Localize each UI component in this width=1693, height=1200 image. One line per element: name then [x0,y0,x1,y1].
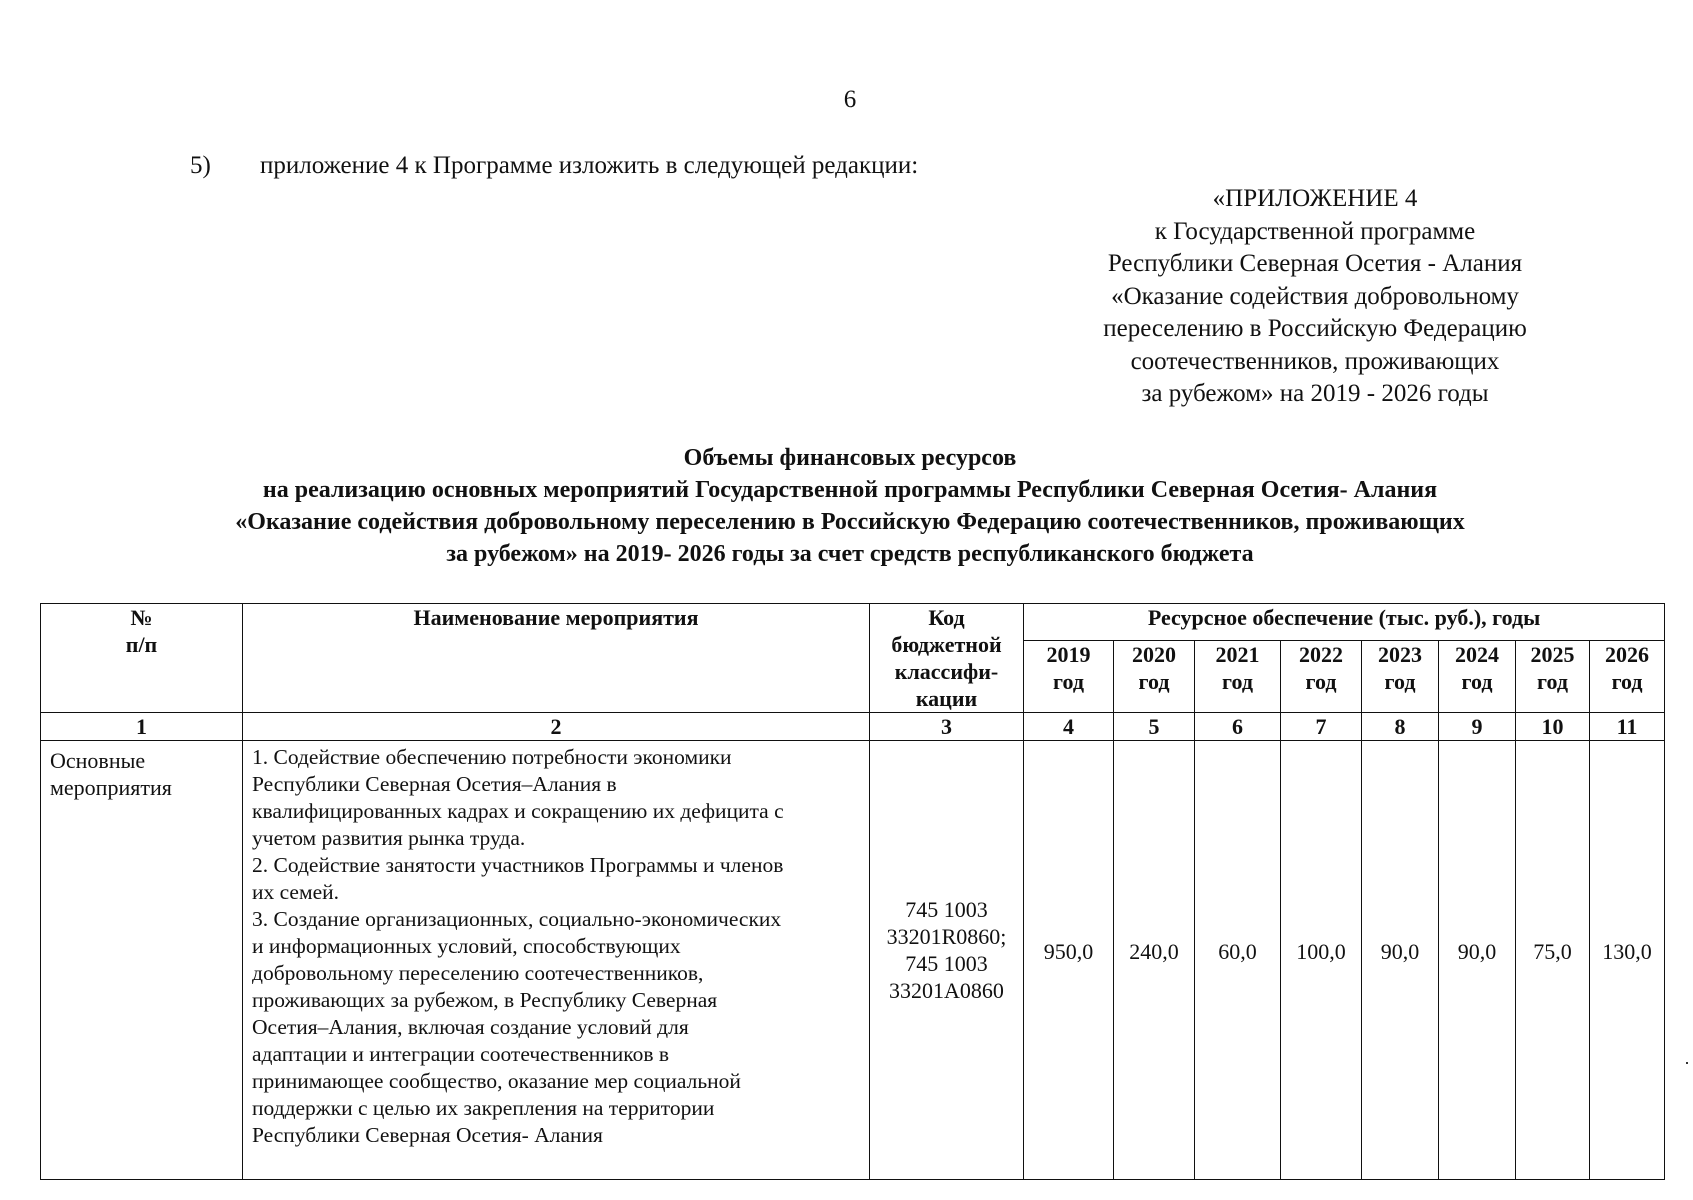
year-suffix: год [1053,668,1084,694]
page-number: 6 [843,86,857,113]
header-year [1516,640,1590,712]
activity-line: Республики Северная Осетия–Алания в [252,772,617,796]
activity-line: и информационных условий, способствующих [252,934,681,958]
code-line: 33201R0860; [886,924,1007,949]
header-num [41,604,243,713]
activity-line: 1. Содействие обеспечению потребности экономики [252,745,732,769]
column-number: 4 [1024,713,1114,741]
header-num-abbrev: п/п [125,632,158,657]
activity-line: поддержки с целью их закрепления на территории [252,1096,715,1120]
header-code-line: Код [928,605,965,630]
appendix-header [1025,183,1605,411]
value-2021: 60,0 [1195,741,1281,1180]
header-year [1590,640,1665,712]
appendix-line: за рубежом» на 2019 - 2026 годы [1141,380,1489,407]
column-number: 10 [1516,713,1590,741]
year-suffix: год [1222,668,1253,694]
header-code-line: классифи- [894,659,999,684]
activity-line: адаптации и интеграции соотечественников в [252,1042,670,1066]
column-number: 7 [1281,713,1362,741]
title-line: за рубежом» на 2019- 2026 годы за счет средств республиканского бюджета [446,541,1254,567]
header-code-line: бюджетной [891,632,1002,657]
table-header-row [41,604,1665,641]
activity-line: 2. Содействие занятости участников Программы и членов [252,853,784,877]
year-value: 2021 [1215,641,1260,667]
title-line: «Оказание содействия добровольному переселению в Российскую Федерацию соотечественников, проживающих [235,509,1465,535]
year-suffix: год [1611,668,1643,694]
header-year [1024,640,1114,712]
year-value: 2020 [1132,641,1176,667]
value-2024: 90,0 [1439,741,1516,1180]
value-2019: 950,0 [1024,741,1114,1180]
year-suffix: год [1138,668,1170,694]
category-line: Основные [50,748,146,773]
header-num-symbol: № [130,605,153,630]
column-number-row [41,713,1665,741]
header-resources: Ресурсное обеспечение (тыс. руб.), годы [1024,604,1665,641]
code-line: 745 1003 [905,897,988,922]
column-number: 9 [1439,713,1516,741]
header-year [1362,640,1439,712]
appendix-line: к Государственной программе [1154,217,1476,245]
value-2026: 130,0 [1590,741,1665,1180]
amendment-line [190,152,918,180]
category-line: мероприятия [50,775,172,800]
year-suffix: год [1305,668,1337,694]
header-year [1114,640,1195,712]
column-number: 1 [41,713,243,741]
activity-line: квалифицированных кадрах и сокращению их дефицита с [252,799,784,823]
appendix-line: «ПРИЛОЖЕНИЕ 4 [1212,185,1418,212]
year-value: 2026 [1605,641,1650,667]
header-code-line: кации [915,686,978,711]
column-number: 8 [1362,713,1439,741]
activity-line: 3. Создание организационных, социально-экономических [252,907,782,931]
row-budget-code [870,741,1024,1180]
value-2023: 90,0 [1362,741,1439,1180]
activity-line: проживающих за рубежом, в Республику Северная [252,988,718,1012]
amendment-number: 5) [190,152,211,179]
activity-line: Осетия–Алания, включая создание условий для [252,1015,689,1039]
financing-table [40,603,1665,1180]
activity-line: добровольному переселению соотечественников, [252,961,704,985]
year-value: 2022 [1299,641,1343,667]
year-value: 2019 [1046,641,1091,667]
value-2020: 240,0 [1114,741,1195,1180]
year-value: 2024 [1455,641,1499,667]
year-suffix: год [1384,668,1416,694]
year-value: 2023 [1378,641,1422,667]
appendix-line: переселению в Российскую Федерацию [1103,315,1527,342]
row-category [41,741,243,1180]
year-suffix: год [1537,668,1568,694]
column-number: 11 [1590,713,1665,741]
column-number: 5 [1114,713,1195,741]
code-line: 745 1003 [905,951,988,976]
value-2022: 100,0 [1281,741,1362,1180]
activity-line: Республики Северная Осетия- Алания [252,1123,603,1147]
header-code [870,604,1024,713]
activity-line: принимающее сообщество, оказание мер социальной [252,1069,741,1093]
amendment-text: приложение 4 к Программе изложить в следующей редакции: [260,152,919,179]
header-year [1195,640,1281,712]
year-value: 2025 [1530,641,1575,667]
activity-line: их семей. [252,880,340,904]
header-year [1281,640,1362,712]
appendix-line: соотечественников, проживающих [1130,347,1500,375]
year-suffix: год [1461,668,1493,694]
title-line: на реализацию основных мероприятий Государственной программы Республики Северная Осетия- Алания [262,477,1438,503]
code-line: 33201A0860 [889,978,1004,1003]
appendix-line: Республики Северная Осетия - Алания [1107,250,1523,277]
table-row [41,741,1665,1180]
value-2025: 75,0 [1516,741,1590,1180]
column-number: 2 [243,713,870,741]
column-number: 6 [1195,713,1281,741]
activity-line: учетом развития рынка труда. [252,826,526,850]
document-title [40,442,1660,570]
header-year [1439,640,1516,712]
scan-mark [1686,1062,1688,1064]
title-line: Объемы финансовых ресурсов [683,445,1017,471]
row-activity-name [243,741,870,1180]
appendix-line: «Оказание содействия добровольному [1111,282,1519,310]
header-name: Наименование мероприятия [243,604,870,713]
column-number: 3 [870,713,1024,741]
